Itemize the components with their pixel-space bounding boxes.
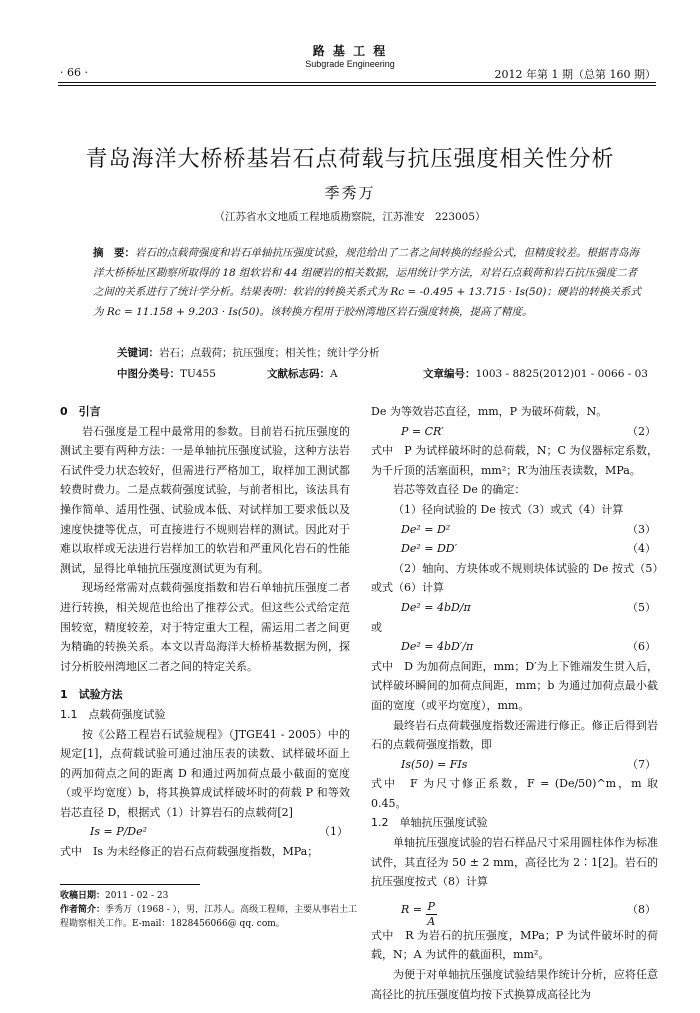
equation-number: （1）: [319, 825, 348, 839]
paragraph: 单轴抗压强度试验的岩石样品尺寸采用圆柱体作为标准试件，其直径为 50 ± 2 mm，高径比为 2∶1[2]。岩石的抗压强度按式（8）计算: [371, 836, 658, 889]
keywords: [117, 345, 645, 360]
paragraph: 按《公路工程岩石试验规程》（JTGE41 - 2005）中的规定[1]，点荷载试验可通过油压表的读数、试样破坏面上的两加荷点之间的距离 D 和通过两加荷点最小截面的宽度（或平均宽度）b，将其换算成试样破坏时的荷载 P 和等效岩芯直径 D，根据式（1）计算岩石的点载荷[2]: [60, 727, 350, 819]
left-column: [60, 402, 350, 862]
equation-6: [371, 637, 658, 657]
author-name: 季秀万: [324, 184, 376, 202]
paragraph: 为便于对单轴抗压强度试验结果作统计分析，应将任意高径比的抗压强度值均按下式换算成高径比为: [371, 968, 658, 1001]
journal-name-cn: 路 基 工 程: [312, 44, 388, 58]
paragraph: 岩石强度是工程中最常用的参数。目前岩石抗压强度的测试主要有两种方法：一是单轴抗压强度试验，这种方法岩石试件受力状态较好，但需进行严格加工，取样加工测试都较费时费力。二是点载荷强度试验，与前者相比，该法具有操作简单、适用性强、试验成本低、对试样加工要求低以及速度快捷等优点，可直接进行不规则岩样的测试。因此对于难以取样或无法进行岩样加工的软岩和严重风化岩石的性能测试，显得比单轴抗压强度测试更为有利。: [60, 424, 350, 575]
article-number: [423, 366, 648, 381]
equation-number: （6）: [627, 640, 656, 654]
art-value: 1003 - 8825(2012)01 - 0066 - 03: [475, 368, 648, 380]
paper-title: 青岛海洋大桥桥基岩石点荷载与抗压强度相关性分析: [85, 147, 615, 172]
section-1-1-heading: 1.1 点载荷强度试验: [60, 707, 166, 721]
equation-expression: [401, 900, 437, 929]
equation-4: [371, 539, 658, 559]
equation-8: [371, 892, 658, 926]
paragraph: 式中 R 为岩石的抗压强度，MPa；P 为试件破坏时的荷载，N；A 为试件的截面积，mm²。: [371, 928, 658, 962]
paragraph: 式中 F 为尺寸修正系数，F = (De/50)^m，m 取 0.45。: [371, 777, 658, 810]
fraction-numerator: P: [427, 899, 435, 913]
keywords-label: 关键词：: [117, 347, 159, 359]
doc-code: [267, 366, 338, 381]
equation-expression: De² = D²: [401, 522, 451, 536]
or-connector: 或: [371, 620, 382, 634]
bio-label: 作者简介：: [60, 905, 106, 915]
paragraph: De 为等效岩芯直径，mm，P 为破坏荷载，N。: [371, 405, 608, 418]
equation-5: [371, 598, 658, 618]
equation-expression: De² = 4bD/π: [401, 600, 471, 614]
page-number: · 66 ·: [60, 66, 88, 79]
paragraph: 式中 Is 为未经修正的岩石点荷载强度指数，MPa；: [60, 845, 319, 859]
equation-expression: P = CR′: [401, 424, 444, 438]
author-affiliation: （江苏省水文地质工程地质勘察院，江苏淮安 223005）: [214, 211, 486, 223]
paragraph: （1）径向试验的 De 按式（3）或式（4）计算: [393, 502, 624, 516]
equation-2: [371, 422, 658, 442]
fraction: [426, 900, 437, 929]
equation-1: [60, 822, 350, 842]
keywords-text: 岩石；点载荷；抗压强度；相关性；统计学分析: [159, 347, 380, 359]
equation-number: （7）: [627, 757, 656, 771]
section-0-heading: 0 引言: [60, 405, 101, 418]
equation-expression: De² = 4bD′/π: [401, 640, 474, 654]
paragraph: 岩芯等效直径 De 的确定：: [393, 483, 526, 497]
equation-3: [371, 520, 658, 540]
paragraph: 现场经常需对点载荷强度指数和岩石单轴抗压强度二者进行转换，相关规范也给出了推荐公式。但这些公式给定范围较宽，精度较差，对于特定重大工程，需运用二者之间更为精确的转换关系。本文以青岛海洋大桥桥基数据为例，探讨分析胶州湾地区二者之间的特定关系。: [60, 581, 350, 673]
abstract-label: 摘 要：: [93, 247, 135, 259]
running-header: [0, 42, 700, 69]
equation-number: （2）: [627, 424, 656, 438]
paragraph: 式中 P 为试样破坏时的总荷载，N；C 为仪器标定系数，为千斤顶的活塞面积，mm²；R′为油压表读数，MPa。: [371, 444, 658, 477]
equation-expression: Is = P/De²: [90, 825, 148, 839]
header-rule-thin: [58, 85, 656, 86]
equation-number: （4）: [627, 542, 656, 556]
clc-code: [117, 366, 216, 381]
footnote-rule: [60, 884, 200, 885]
equation-expression: Is(50) = FIs: [401, 757, 468, 771]
paragraph: 最终岩石点荷载强度指数还需进行修正。修正后得到岩石的点载荷强度指数，即: [371, 718, 658, 752]
equation-expression: De² = DD′: [401, 542, 458, 556]
received-date: [60, 889, 360, 903]
footnote: [60, 889, 360, 931]
received-label: 收稿日期：: [60, 891, 106, 901]
clc-value: TU455: [180, 368, 216, 380]
equation-number: （3）: [627, 522, 656, 536]
abstract-text: 岩石的点载荷强度和岩石单轴抗压强度试验，规范给出了二者之间转换的经验公式，但精度较差。根据青岛海洋大桥桥址区勘察所取得的 18 组软岩和 44 组硬岩的相关数据，运用统计学方法，对岩石点载荷和岩石抗压强度二者之间的关系进行了统计学分析。结果表明：软岩的转换关系式为 Rc = -0.495 + 13.715 · Is(50)；硬岩的转换关系式为 Rc = 11.158 + 9.203 · Is(50)。该转换方程用于胶州湾地区岩石强度转换，提高了精度。: [93, 247, 642, 318]
issue-info: 2012 年第 1 期（总第 160 期）: [494, 68, 656, 81]
author-bio: [60, 903, 360, 931]
equation-number: （5）: [627, 600, 656, 614]
art-label: 文章编号：: [423, 368, 476, 380]
abstract: [93, 244, 645, 322]
doc-label: 文献标志码：: [267, 368, 330, 380]
section-1-2-heading: 1.2 单轴抗压强度试验: [371, 816, 488, 830]
section-1-heading: 1 试验方法: [60, 688, 123, 702]
bio-text: 季秀万（1968 - ），男，江苏人。高级工程师，主要从事岩土工程勘察相关工作。E-mail：1828456066@ qq. com。: [60, 905, 358, 929]
paragraph: 式中 D 为加荷点间距，mm；D′为上下锥端发生贯入后，试样破坏瞬间的加荷点间距，mm；b 为通过加荷点最小截面的宽度（或平均宽度），mm。: [371, 659, 658, 712]
equation-lhs: R =: [401, 902, 422, 916]
header-rule-thick: [58, 82, 656, 83]
fraction-denominator: A: [427, 914, 436, 928]
received-value: 2011 - 02 - 23: [105, 891, 169, 901]
equation-number: （8）: [627, 902, 656, 916]
right-column: [371, 402, 658, 1004]
paragraph: （2）轴向、方块体或不规则块体试验的 De 按式（5）或式（6）计算: [371, 561, 658, 595]
journal-name-en: Subgrade Engineering: [305, 59, 395, 69]
equation-7: [371, 755, 658, 775]
clc-label: 中图分类号：: [117, 368, 180, 380]
doc-value: A: [330, 368, 338, 380]
